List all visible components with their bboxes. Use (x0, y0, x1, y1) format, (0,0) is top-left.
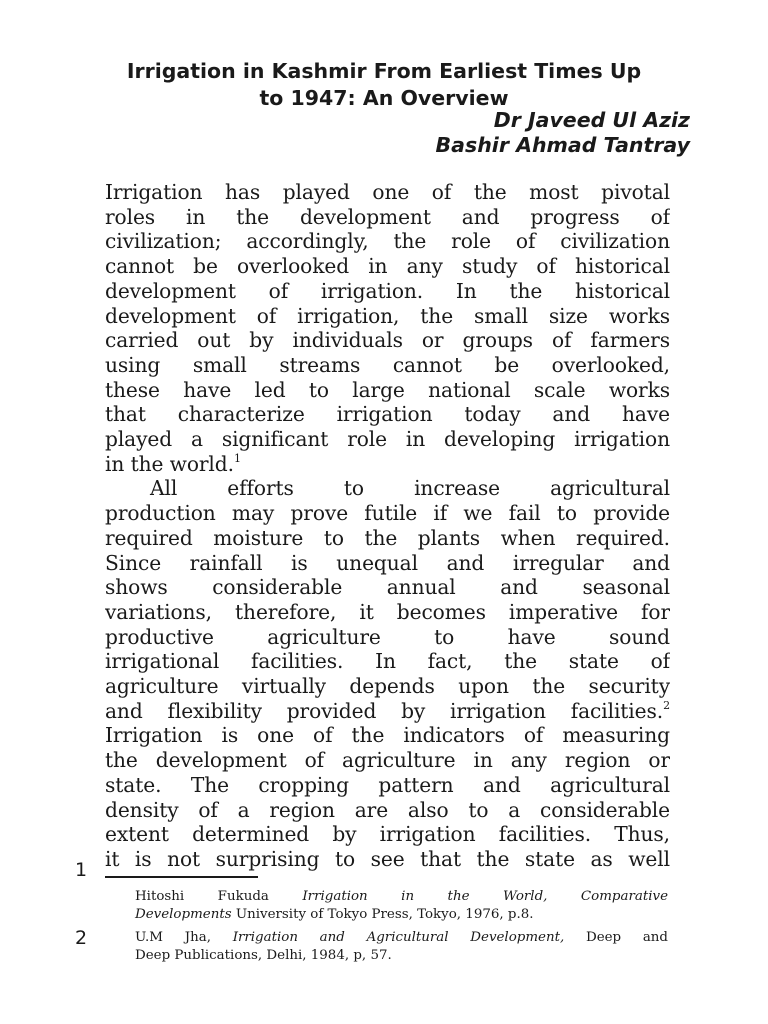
body-line: roles in the development and progress of (105, 204, 670, 229)
body-line: the development of agriculture in any region or (105, 748, 670, 773)
author-2: Bashir Ahmad Tantray (435, 133, 690, 157)
body-line: All efforts to increase agricultural (150, 476, 670, 501)
body-line: using small streams cannot be overlooked, (105, 352, 670, 377)
footnote-1-publisher: University of Tokyo Press, Tokyo, 1976, p.8. (235, 907, 534, 922)
article-body (105, 180, 670, 872)
body-line: carried out by individuals or groups of farmers (105, 328, 670, 353)
body-line-text: and flexibility provided by irrigation facilities. (105, 698, 664, 723)
body-line: cannot be overlooked in any study of historical (105, 254, 670, 279)
footnote-1-title-cont: Developments (135, 907, 232, 922)
body-line: irrigational facilities. In fact, the state of (105, 649, 670, 674)
footnote-2 (135, 929, 668, 965)
body-line: it is not surprising to see that the state as well (105, 846, 670, 871)
body-line: that characterize irrigation today and have (105, 402, 670, 427)
body-line: Since rainfall is unequal and irregular and (105, 550, 670, 575)
body-line: these have led to large national scale works (105, 377, 670, 402)
body-line: productive agriculture to have sound (105, 624, 670, 649)
footnote-1 (135, 888, 668, 924)
body-line: Irrigation has played one of the most pivotal (105, 180, 670, 204)
footnote-2-number: 2 (75, 927, 88, 949)
body-line: density of a region are also to a considerable (105, 797, 670, 822)
footnote-1-number: 1 (75, 859, 88, 881)
body-line-text: in the world. (105, 451, 234, 476)
body-line: civilization; accordingly, the role of civilization (105, 229, 670, 254)
body-line: shows considerable annual and seasonal (105, 575, 670, 600)
footnote-1-author: Hitoshi Fukuda (135, 889, 269, 904)
footnote-1-line-2 (135, 906, 668, 924)
footnote-1-line-1 (135, 888, 668, 906)
footnote-2-publisher: Deep and (585, 930, 668, 945)
body-line-with-footnote-2 (105, 699, 670, 724)
article-title (60, 58, 708, 112)
body-line: Irrigation is one of the indicators of measuring (105, 723, 670, 748)
footnote-ref-2[interactable]: 2 (663, 698, 670, 712)
footnote-2-line-2: Deep Publications, Delhi, 1984, p, 57. (135, 948, 392, 963)
body-line: production may prove futile if we fail to provide (105, 501, 670, 526)
title-line-2: to 1947: An Overview (259, 86, 509, 110)
body-line: extent determined by irrigation facilities. Thus, (105, 822, 670, 847)
title-line-1: Irrigation in Kashmir From Earliest Times Up (126, 59, 642, 83)
author-1: Dr Javeed Ul Aziz (493, 108, 690, 132)
body-line: required moisture to the plants when required. (105, 525, 670, 550)
body-line: state. The cropping pattern and agricultural (105, 772, 670, 797)
body-line: variations, therefore, it becomes imperative for (105, 599, 670, 624)
body-line: agriculture virtually depends upon the security (105, 674, 670, 699)
footnote-2-author: U.M Jha, (135, 930, 211, 945)
body-line-with-footnote-1 (105, 452, 670, 477)
body-line: development of irrigation, the small size works (105, 303, 670, 328)
footnote-1-title: Irrigation in the World, Comparative (302, 889, 668, 904)
footnote-2-title: Irrigation and Agricultural Development, (232, 930, 565, 945)
footnote-separator (105, 876, 258, 878)
body-line: played a significant role in developing irrigation (105, 427, 670, 452)
footnote-ref-1[interactable]: 1 (233, 451, 241, 465)
body-line: development of irrigation. In the historical (105, 278, 670, 303)
footnote-2-line-1 (135, 929, 668, 947)
